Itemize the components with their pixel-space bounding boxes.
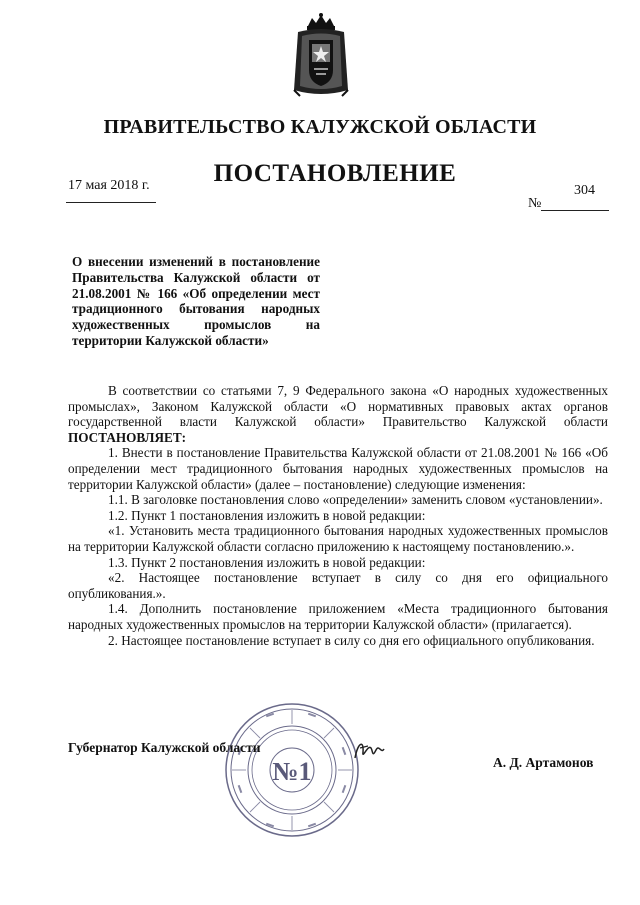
number-underline xyxy=(541,210,609,211)
preamble-text: В соответствии со статьями 7, 9 Федерального закона «О народных художественных промыслах», Законом Калужской области «О нормативных правовых актах органов государственной власти Калужской области» Правительство Калужской области xyxy=(68,383,608,430)
document-type: ПОСТАНОВЛЕНИЕ xyxy=(213,160,457,187)
document-subject: О внесении изменений в постановление Правительства Калужской области от 21.08.2001 № 166 «Об определении мест традиционного бытования народных художественных промыслов на территории Калужской области» xyxy=(72,254,320,348)
organization-title: ПРАВИТЕЛЬСТВО КАЛУЖСКОЙ ОБЛАСТИ xyxy=(103,116,537,138)
coat-of-arms-icon xyxy=(290,12,352,98)
number-sign: № xyxy=(528,196,542,211)
preamble-paragraph xyxy=(68,383,608,445)
svg-text:№1: №1 xyxy=(272,757,312,786)
signatory-position: Губернатор Калужской области xyxy=(68,740,261,755)
paragraph-1-3: 1.3. Пункт 2 постановления изложить в новой редакции: xyxy=(108,554,426,570)
decree-word: ПОСТАНОВЛЯЕТ: xyxy=(68,429,187,445)
paragraph-2: 2. Настоящее постановление вступает в силу со дня его официального опубликования. xyxy=(108,632,595,648)
paragraph-1: 1. Внести в постановление Правительства Калужской области от 21.08.2001 № 166 «Об определении мест традиционного бытования народных художественных промыслов на территории Калужской области» (далее – постановление) следующие изменения: xyxy=(68,445,608,492)
document-body xyxy=(68,383,608,648)
paragraph-1-2-quote: «1. Установить места традиционного бытования народных художественных промыслов на территории Калужской области согласно приложению к настоящему постановлению.». xyxy=(68,523,608,554)
signatory-name: А. Д. Артамонов xyxy=(493,755,594,770)
paragraph-1-3-quote: «2. Настоящее постановление вступает в силу со дня его официального опубликования.». xyxy=(68,570,608,601)
paragraph-1-2: 1.2. Пункт 1 постановления изложить в новой редакции: xyxy=(108,507,426,523)
document-date: 17 мая 2018 г. xyxy=(68,178,150,193)
date-underline xyxy=(66,202,156,203)
official-seal-icon xyxy=(222,700,362,840)
handwritten-signature-icon xyxy=(352,736,386,766)
document-number: 304 xyxy=(574,183,595,198)
paragraph-1-4: 1.4. Дополнить постановление приложением «Места традиционного бытования народных художественных промыслов на территории Калужской области» (прилагается). xyxy=(68,601,608,632)
paragraph-1-1: 1.1. В заголовке постановления слово «определении» заменить словом «установлении». xyxy=(108,492,603,508)
